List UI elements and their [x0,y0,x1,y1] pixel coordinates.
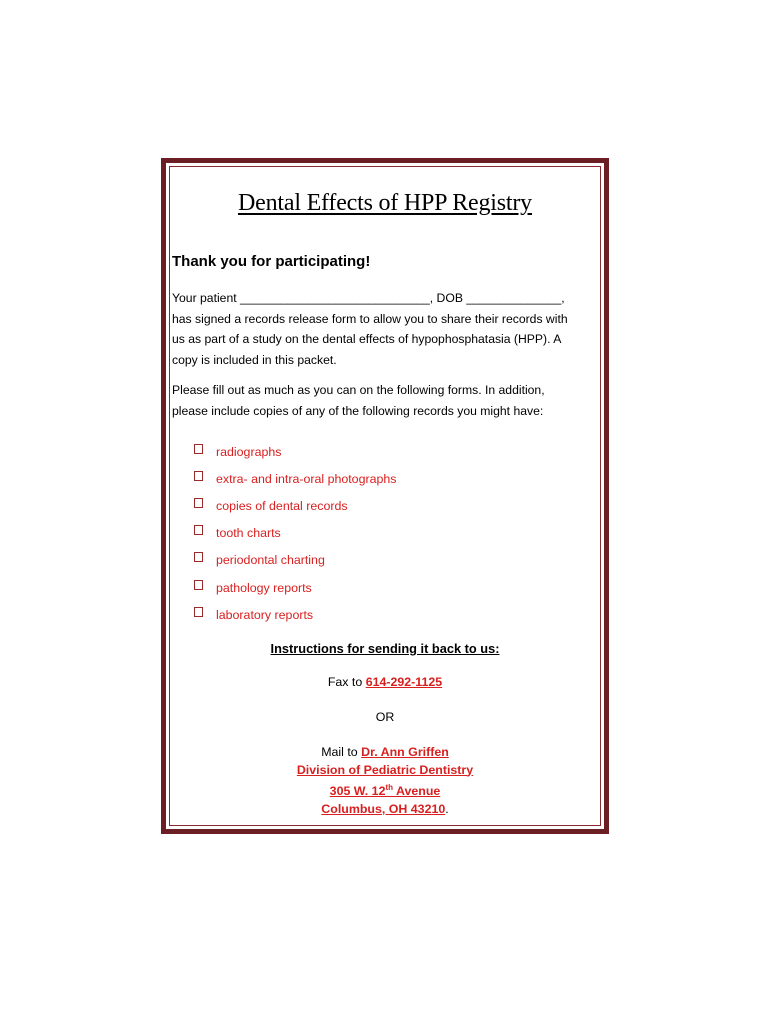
intro-line: us as part of a study on the dental effects of hypophosphatasia (HPP). A [172,332,562,346]
list-item[interactable] [194,492,396,519]
mail-street [330,784,441,798]
list-item[interactable] [194,601,396,628]
intro-line: has signed a records release form to allow you to share their records with [172,311,568,326]
mail-recipient: Dr. Ann Griffen [361,745,449,759]
list-item[interactable] [194,574,396,601]
list-item[interactable] [194,438,396,465]
records-checklist [194,438,396,628]
record-label: copies of dental records [216,498,348,513]
intro-paragraph [172,288,590,370]
fax-line [166,675,604,689]
instructions-paragraph [172,380,590,421]
mail-city: Columbus, OH 43210 [321,801,446,816]
record-label: tooth charts [216,526,281,541]
checkbox[interactable] [194,471,203,481]
street-ordinal: th [385,783,394,792]
page-title: Dental Effects of HPP Registry [238,190,532,216]
checkbox[interactable] [194,552,203,562]
fax-label: Fax to [327,675,363,689]
mail-division: Division of Pediatric Dentistry [296,762,474,777]
mail-label: Mail to [321,745,358,759]
street-name: Avenue [393,784,441,799]
checkbox[interactable] [194,580,203,590]
checkbox[interactable] [194,444,203,454]
list-item[interactable] [194,520,396,547]
instructions-line: please include copies of any of the following records you might have: [172,403,544,418]
record-label: extra- and intra-oral photographs [216,471,397,486]
thanks-heading: Thank you for participating! [172,253,371,270]
send-instructions-heading: Instructions for sending it back to us: [270,641,500,656]
or-separator: OR [375,710,395,724]
fax-number: 614-292-1125 [365,675,443,689]
record-label: laboratory reports [216,607,314,622]
record-label: periodontal charting [216,553,325,568]
record-label: pathology reports [216,580,312,595]
intro-line: copy is included in this packet. [172,352,337,367]
registry-card [161,158,609,834]
mail-period: . [445,801,449,816]
checkbox[interactable] [194,607,203,617]
record-label: radiographs [216,444,282,459]
intro-line: Your patient ____________________________, DOB ______________, [172,291,565,305]
mail-address [166,744,604,818]
checkbox[interactable] [194,525,203,535]
street-number: 305 W. 12 [329,784,386,799]
instructions-line: Please fill out as much as you can on the following forms. In addition, [172,383,545,397]
list-item[interactable] [194,465,396,492]
list-item[interactable] [194,547,396,574]
checkbox[interactable] [194,498,203,508]
